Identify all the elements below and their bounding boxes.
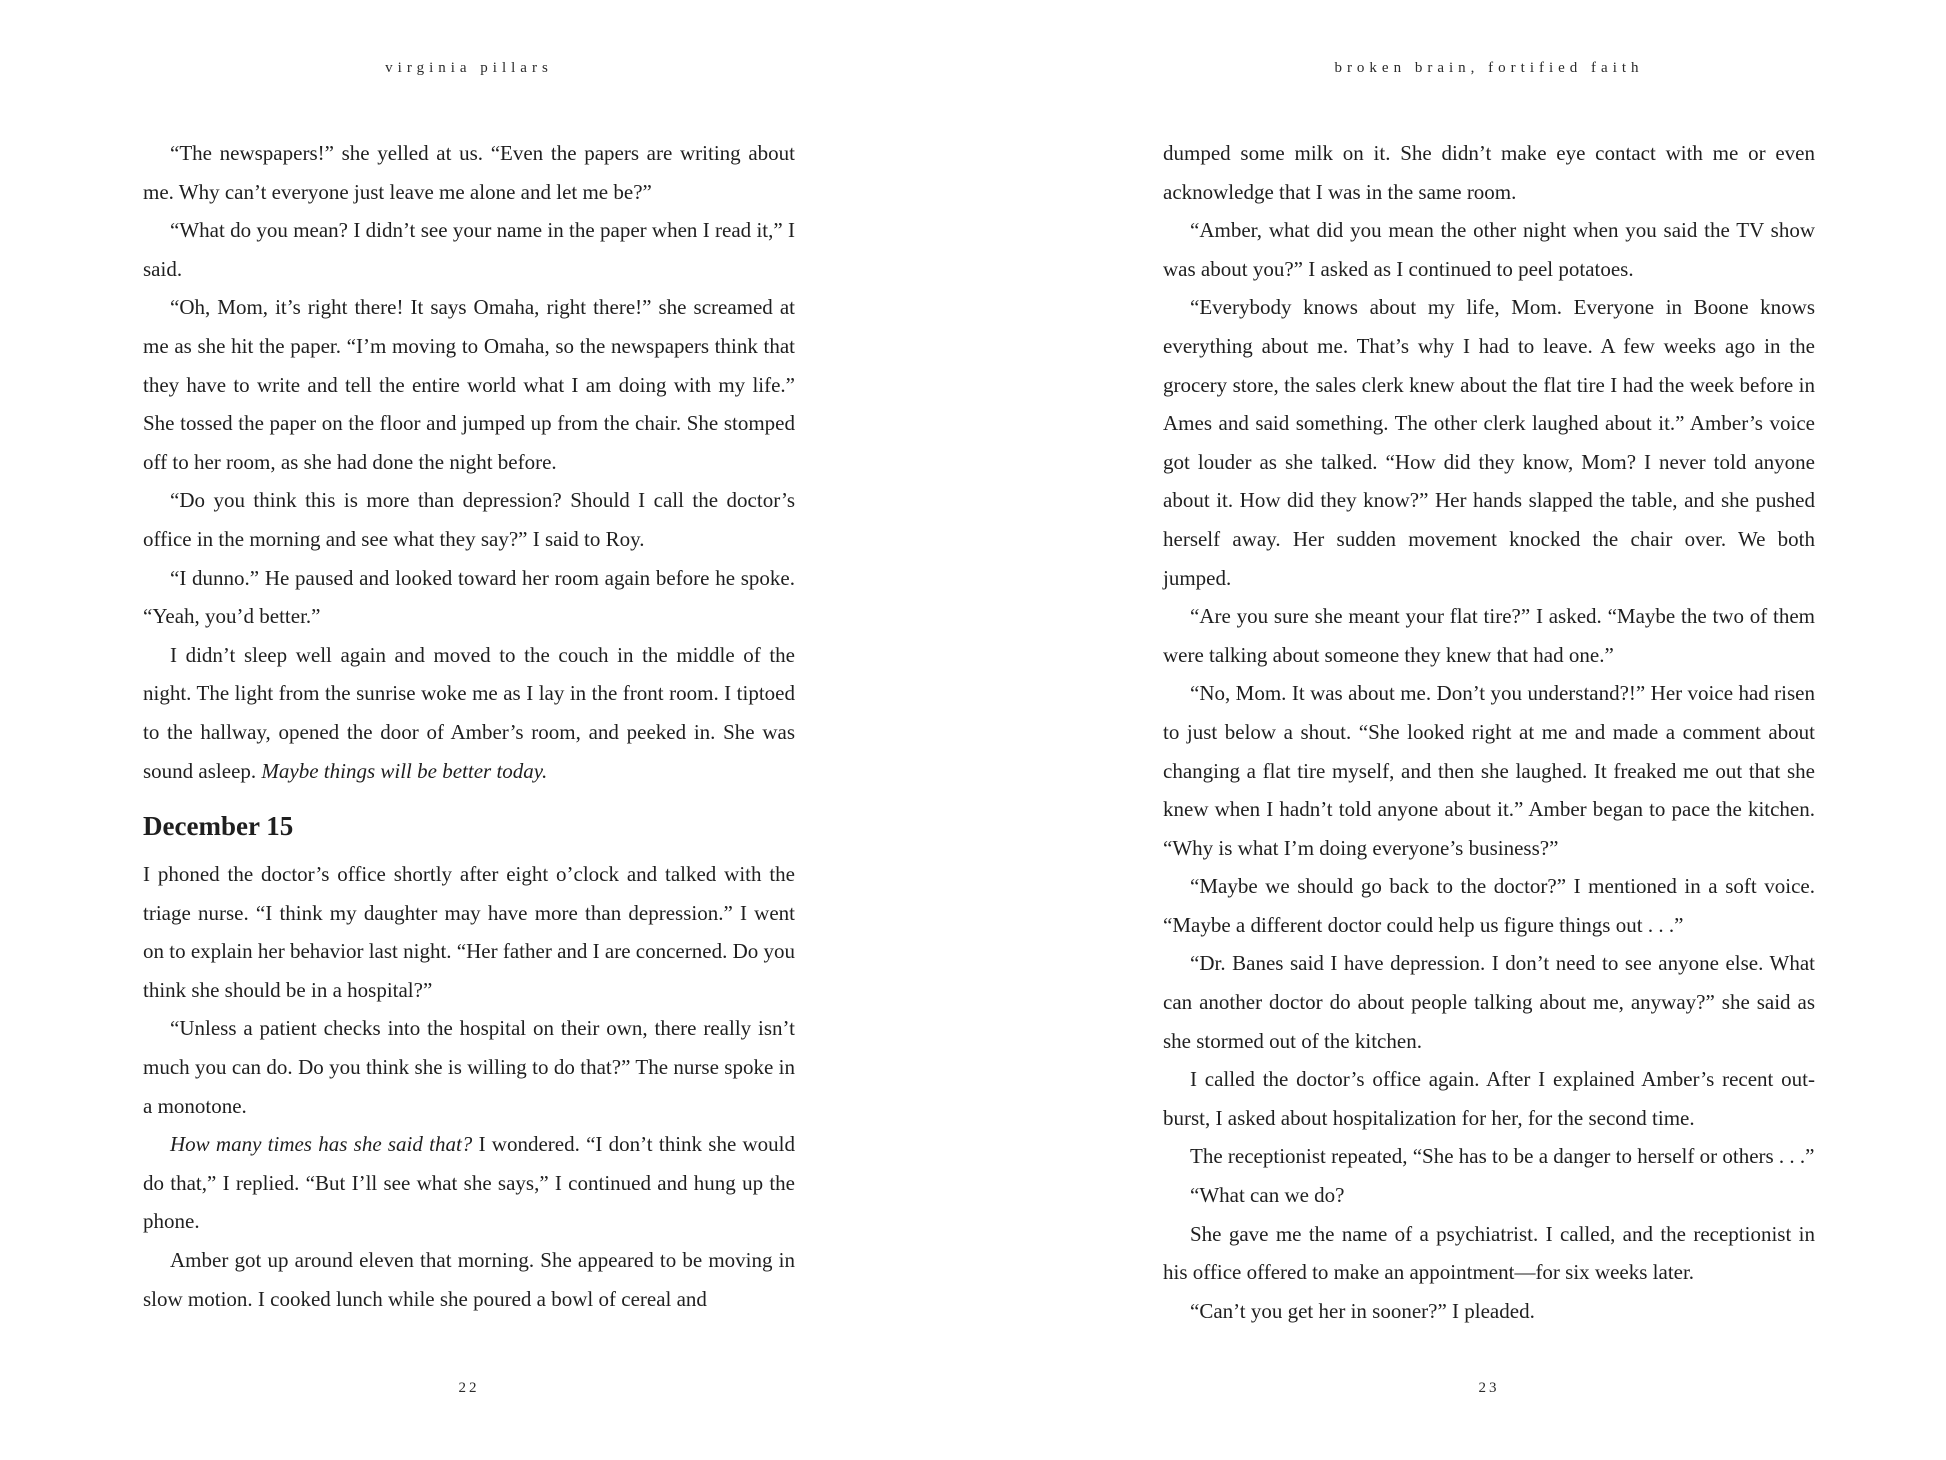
paragraph: “Can’t you get her in sooner?” I pleaded. [1190, 1298, 1535, 1323]
paragraph: “The newspapers!” she yelled at us. “Even the papers are writing about me. Why can’t everyone just leave me alone and let me be?” [143, 141, 795, 204]
page-number-left: 22 [458, 1380, 480, 1396]
paragraph: I phoned the doctor’s office shortly after eight o’clock and talked with the triage nurse. “I think my daughter may have more than depression.” I went on to explain her behavior last night. “Her father and I are concerned. Do you think she should be in a hospital?” [143, 862, 795, 1002]
paragraph: “I dunno.” He paused and looked toward her room again before he spoke. “Yeah, you’d better.” [143, 565, 795, 629]
paragraph: “Dr. Banes said I have depression. I don’t need to see anyone else. What can another doctor do about people talking about me, anyway?” she said as she stormed out of the kitchen. [1163, 951, 1815, 1053]
right-page [1163, 0, 1815, 1460]
paragraph: “Oh, Mom, it’s right there! It says Omaha, right there!” she screamed at me as she hit the paper. “I’m moving to Omaha, so the newspapers think that they have to write and tell the entire world what I am doing with my life.” She tossed the paper on the floor and jumped up from the chair. She stomped off to her room, as she had done the night before. [143, 295, 795, 474]
paragraph: She gave me the name of a psychiatrist. I called, and the receptionist in his office offered to make an appointment—for six weeks later. [1163, 1221, 1815, 1285]
paragraph: “Unless a patient checks into the hospital on their own, there really isn’t much you can do. Do you think she is willing to do that?” The nurse spoke in a monotone. [143, 1016, 795, 1118]
paragraph: “Amber, what did you mean the other night when you said the TV show was about you?” I asked as I continued to peel potatoes. [1163, 218, 1815, 281]
section-heading: December 15 [143, 811, 294, 842]
paragraph: “Are you sure she meant your flat tire?” I asked. “Maybe the two of them were talking about someone they knew that had one.” [1163, 604, 1815, 667]
paragraph: The receptionist repeated, “She has to be a danger to herself or others . . .” [1190, 1144, 1815, 1169]
left-page [143, 0, 795, 1460]
left-page-body [143, 134, 795, 1318]
paragraph: “Maybe we should go back to the doctor?” I mentioned in a soft voice. “Maybe a different doctor could help us figure things out . . .” [1163, 874, 1815, 937]
paragraph [143, 1125, 795, 1241]
paragraph: “Do you think this is more than depression? Should I call the doctor’s office in the morning and see what they say?” I said to Roy. [143, 488, 795, 551]
paragraph: dumped some milk on it. She didn’t make eye contact with me or even acknowledge that I was in the same room. [1163, 141, 1815, 204]
page-number-right: 23 [1478, 1380, 1500, 1396]
paragraph: “No, Mom. It was about me. Don’t you understand?!” Her voice had risen to just below a shout. “She looked right at me and made a comment about changing a flat tire myself, and then she laughed. It freaked me out that she knew when I hadn’t told anyone about it.” Amber began to pace the kitchen. “Why is what I’m doing everyone’s business?” [1163, 681, 1815, 860]
paragraph: “Everybody knows about my life, Mom. Everyone in Boone knows everything about me. That’s why I had to leave. A few weeks ago in the grocery store, the sales clerk knew about the flat tire I had the week before in Ames and said something. The other clerk laughed about it.” Amber’s voice got louder as she talked. “How did they know, Mom? I never told anyone about it. How did they know?” Her hands slapped the table, and she pushed herself away. Her sudden movement knocked the chair over. We both jumped. [1163, 295, 1815, 590]
paragraph: “What can we do? [1190, 1183, 1345, 1208]
running-head-right: broken brain, fortified faith [1334, 60, 1644, 76]
paragraph: I called the doctor’s office again. After I explained Amber’s recent outburst, I asked about hospitalization for her, for the second time. [1163, 1067, 1815, 1130]
italic-thought: Maybe things will be better today. [261, 758, 548, 783]
running-head-left: virginia pillars [385, 60, 553, 76]
paragraph [143, 636, 795, 790]
italic-thought: How many times has she said that? [170, 1132, 473, 1157]
paragraph-text: I wondered. “I don’t think she would do that,” I replied. “But I’ll see what she says,” I continued and hung up the phone. [143, 1132, 796, 1234]
right-page-body [1163, 134, 1815, 1330]
paragraph: “What do you mean? I didn’t see your name in the paper when I read it,” I said. [143, 218, 795, 281]
paragraph: Amber got up around eleven that morning. She appeared to be moving in slow motion. I cooked lunch while she poured a bowl of cereal and [143, 1248, 795, 1311]
paragraph-text: I didn’t sleep well again and moved to the couch in the middle of the night. The light from the sunrise woke me as I lay in the front room. I tiptoed to the hallway, opened the door of Amber’s room, and peeked in. She was sound asleep. [143, 642, 795, 783]
